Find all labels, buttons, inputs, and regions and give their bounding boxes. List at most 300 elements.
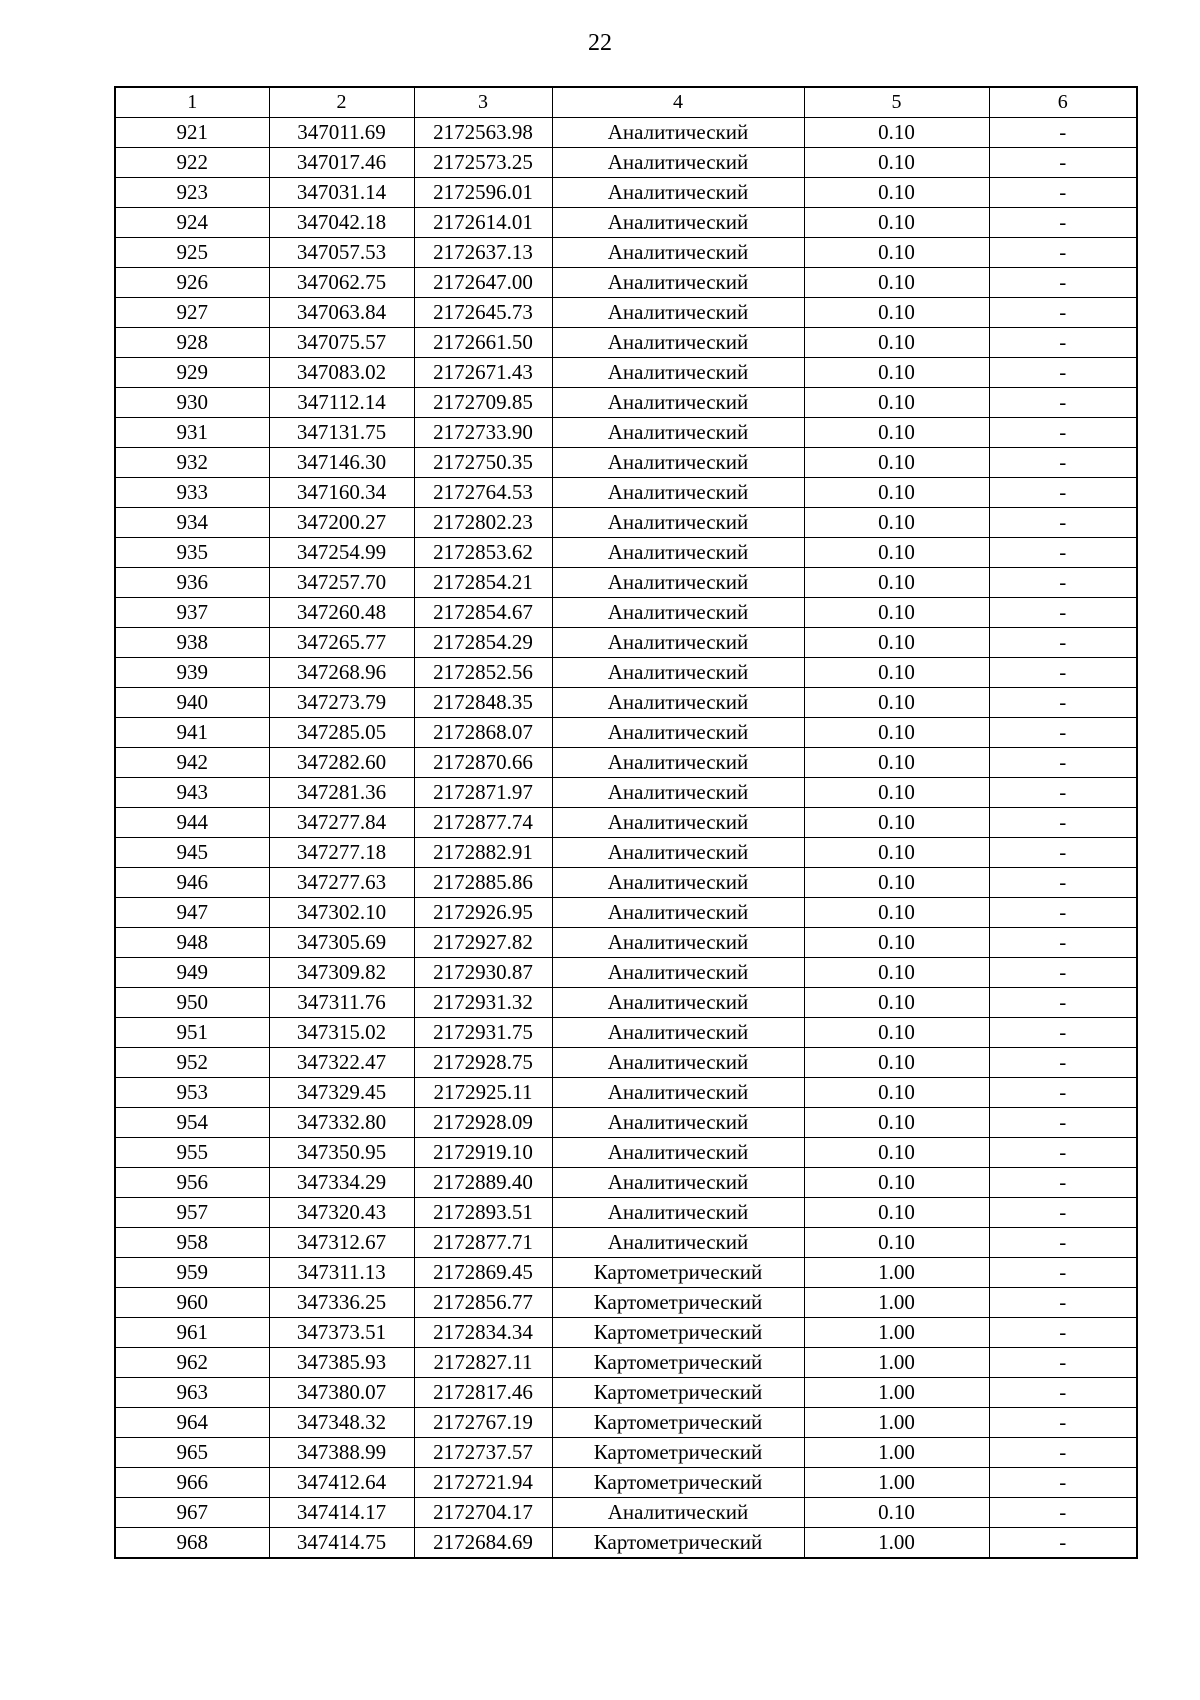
note-cell: - <box>989 958 1137 988</box>
point-number-cell: 963 <box>115 1378 269 1408</box>
y-coordinate-cell: 2172684.69 <box>414 1528 552 1559</box>
table-row <box>115 358 1137 388</box>
y-coordinate-cell: 2172645.73 <box>414 298 552 328</box>
method-cell: Картометрический <box>552 1348 804 1378</box>
table-row <box>115 838 1137 868</box>
x-coordinate-cell: 347063.84 <box>269 298 414 328</box>
accuracy-cell: 0.10 <box>804 358 989 388</box>
method-cell: Аналитический <box>552 628 804 658</box>
note-cell: - <box>989 988 1137 1018</box>
table-row <box>115 238 1137 268</box>
x-coordinate-cell: 347281.36 <box>269 778 414 808</box>
x-coordinate-cell: 347350.95 <box>269 1138 414 1168</box>
note-cell: - <box>989 1378 1137 1408</box>
note-cell: - <box>989 388 1137 418</box>
note-cell: - <box>989 658 1137 688</box>
point-number-cell: 934 <box>115 508 269 538</box>
table-row <box>115 268 1137 298</box>
table-body <box>115 118 1137 1559</box>
table-row <box>115 1048 1137 1078</box>
column-header: 5 <box>804 87 989 118</box>
accuracy-cell: 0.10 <box>804 958 989 988</box>
point-number-cell: 930 <box>115 388 269 418</box>
x-coordinate-cell: 347334.29 <box>269 1168 414 1198</box>
method-cell: Аналитический <box>552 268 804 298</box>
accuracy-cell: 0.10 <box>804 688 989 718</box>
column-header: 4 <box>552 87 804 118</box>
table-row <box>115 208 1137 238</box>
x-coordinate-cell: 347336.25 <box>269 1288 414 1318</box>
y-coordinate-cell: 2172882.91 <box>414 838 552 868</box>
accuracy-cell: 0.10 <box>804 658 989 688</box>
accuracy-cell: 0.10 <box>804 928 989 958</box>
note-cell: - <box>989 1228 1137 1258</box>
y-coordinate-cell: 2172931.32 <box>414 988 552 1018</box>
method-cell: Аналитический <box>552 838 804 868</box>
point-number-cell: 956 <box>115 1168 269 1198</box>
accuracy-cell: 0.10 <box>804 598 989 628</box>
x-coordinate-cell: 347322.47 <box>269 1048 414 1078</box>
y-coordinate-cell: 2172671.43 <box>414 358 552 388</box>
y-coordinate-cell: 2172767.19 <box>414 1408 552 1438</box>
point-number-cell: 927 <box>115 298 269 328</box>
note-cell: - <box>989 538 1137 568</box>
x-coordinate-cell: 347273.79 <box>269 688 414 718</box>
y-coordinate-cell: 2172856.77 <box>414 1288 552 1318</box>
point-number-cell: 924 <box>115 208 269 238</box>
table-row <box>115 1198 1137 1228</box>
method-cell: Аналитический <box>552 1138 804 1168</box>
x-coordinate-cell: 347380.07 <box>269 1378 414 1408</box>
table-row <box>115 1348 1137 1378</box>
accuracy-cell: 1.00 <box>804 1528 989 1559</box>
accuracy-cell: 0.10 <box>804 118 989 148</box>
point-number-cell: 962 <box>115 1348 269 1378</box>
method-cell: Аналитический <box>552 598 804 628</box>
y-coordinate-cell: 2172852.56 <box>414 658 552 688</box>
point-number-cell: 935 <box>115 538 269 568</box>
point-number-cell: 968 <box>115 1528 269 1559</box>
y-coordinate-cell: 2172854.21 <box>414 568 552 598</box>
method-cell: Картометрический <box>552 1438 804 1468</box>
method-cell: Аналитический <box>552 748 804 778</box>
y-coordinate-cell: 2172925.11 <box>414 1078 552 1108</box>
y-coordinate-cell: 2172931.75 <box>414 1018 552 1048</box>
y-coordinate-cell: 2172893.51 <box>414 1198 552 1228</box>
accuracy-cell: 1.00 <box>804 1378 989 1408</box>
accuracy-cell: 0.10 <box>804 1138 989 1168</box>
table-row <box>115 1468 1137 1498</box>
accuracy-cell: 0.10 <box>804 808 989 838</box>
x-coordinate-cell: 347302.10 <box>269 898 414 928</box>
accuracy-cell: 0.10 <box>804 718 989 748</box>
note-cell: - <box>989 808 1137 838</box>
note-cell: - <box>989 1498 1137 1528</box>
y-coordinate-cell: 2172930.87 <box>414 958 552 988</box>
point-number-cell: 965 <box>115 1438 269 1468</box>
accuracy-cell: 1.00 <box>804 1288 989 1318</box>
table-row <box>115 868 1137 898</box>
point-number-cell: 946 <box>115 868 269 898</box>
method-cell: Аналитический <box>552 928 804 958</box>
note-cell: - <box>989 778 1137 808</box>
method-cell: Картометрический <box>552 1288 804 1318</box>
method-cell: Аналитический <box>552 988 804 1018</box>
y-coordinate-cell: 2172885.86 <box>414 868 552 898</box>
method-cell: Аналитический <box>552 1498 804 1528</box>
accuracy-cell: 0.10 <box>804 838 989 868</box>
note-cell: - <box>989 418 1137 448</box>
table-row <box>115 298 1137 328</box>
accuracy-cell: 1.00 <box>804 1318 989 1348</box>
point-number-cell: 960 <box>115 1288 269 1318</box>
table-row <box>115 478 1137 508</box>
point-number-cell: 952 <box>115 1048 269 1078</box>
y-coordinate-cell: 2172927.82 <box>414 928 552 958</box>
table-row <box>115 748 1137 778</box>
x-coordinate-cell: 347315.02 <box>269 1018 414 1048</box>
y-coordinate-cell: 2172868.07 <box>414 718 552 748</box>
point-number-cell: 940 <box>115 688 269 718</box>
method-cell: Картометрический <box>552 1528 804 1559</box>
accuracy-cell: 0.10 <box>804 1078 989 1108</box>
note-cell: - <box>989 1468 1137 1498</box>
method-cell: Аналитический <box>552 388 804 418</box>
x-coordinate-cell: 347075.57 <box>269 328 414 358</box>
x-coordinate-cell: 347268.96 <box>269 658 414 688</box>
point-number-cell: 922 <box>115 148 269 178</box>
table-row <box>115 508 1137 538</box>
note-cell: - <box>989 1078 1137 1108</box>
point-number-cell: 939 <box>115 658 269 688</box>
method-cell: Аналитический <box>552 1108 804 1138</box>
y-coordinate-cell: 2172854.67 <box>414 598 552 628</box>
method-cell: Аналитический <box>552 448 804 478</box>
accuracy-cell: 1.00 <box>804 1408 989 1438</box>
note-cell: - <box>989 568 1137 598</box>
point-number-cell: 943 <box>115 778 269 808</box>
note-cell: - <box>989 478 1137 508</box>
y-coordinate-cell: 2172889.40 <box>414 1168 552 1198</box>
x-coordinate-cell: 347031.14 <box>269 178 414 208</box>
y-coordinate-cell: 2172573.25 <box>414 148 552 178</box>
x-coordinate-cell: 347112.14 <box>269 388 414 418</box>
note-cell: - <box>989 1528 1137 1559</box>
accuracy-cell: 0.10 <box>804 1108 989 1138</box>
x-coordinate-cell: 347057.53 <box>269 238 414 268</box>
y-coordinate-cell: 2172928.09 <box>414 1108 552 1138</box>
note-cell: - <box>989 358 1137 388</box>
table-row <box>115 1108 1137 1138</box>
accuracy-cell: 0.10 <box>804 1198 989 1228</box>
x-coordinate-cell: 347282.60 <box>269 748 414 778</box>
y-coordinate-cell: 2172733.90 <box>414 418 552 448</box>
x-coordinate-cell: 347414.17 <box>269 1498 414 1528</box>
point-number-cell: 959 <box>115 1258 269 1288</box>
method-cell: Аналитический <box>552 208 804 238</box>
point-number-cell: 953 <box>115 1078 269 1108</box>
y-coordinate-cell: 2172869.45 <box>414 1258 552 1288</box>
method-cell: Аналитический <box>552 958 804 988</box>
table-row <box>115 598 1137 628</box>
x-coordinate-cell: 347309.82 <box>269 958 414 988</box>
y-coordinate-cell: 2172877.71 <box>414 1228 552 1258</box>
method-cell: Аналитический <box>552 178 804 208</box>
method-cell: Аналитический <box>552 1078 804 1108</box>
table-row <box>115 1378 1137 1408</box>
table-row <box>115 118 1137 148</box>
method-cell: Аналитический <box>552 148 804 178</box>
method-cell: Аналитический <box>552 418 804 448</box>
header-row <box>115 87 1137 118</box>
note-cell: - <box>989 688 1137 718</box>
point-number-cell: 944 <box>115 808 269 838</box>
x-coordinate-cell: 347254.99 <box>269 538 414 568</box>
note-cell: - <box>989 148 1137 178</box>
x-coordinate-cell: 347277.84 <box>269 808 414 838</box>
table-row <box>115 1138 1137 1168</box>
accuracy-cell: 0.10 <box>804 448 989 478</box>
coordinates-table <box>114 86 1138 1559</box>
column-header: 1 <box>115 87 269 118</box>
table-row <box>115 1078 1137 1108</box>
method-cell: Аналитический <box>552 688 804 718</box>
table-row <box>115 148 1137 178</box>
table-row <box>115 388 1137 418</box>
x-coordinate-cell: 347131.75 <box>269 418 414 448</box>
table-row <box>115 418 1137 448</box>
accuracy-cell: 0.10 <box>804 148 989 178</box>
method-cell: Аналитический <box>552 868 804 898</box>
table-row <box>115 1528 1137 1559</box>
page-number: 22 <box>588 30 612 56</box>
note-cell: - <box>989 328 1137 358</box>
y-coordinate-cell: 2172764.53 <box>414 478 552 508</box>
method-cell: Аналитический <box>552 1048 804 1078</box>
note-cell: - <box>989 1138 1137 1168</box>
method-cell: Аналитический <box>552 1228 804 1258</box>
note-cell: - <box>989 868 1137 898</box>
point-number-cell: 921 <box>115 118 269 148</box>
method-cell: Аналитический <box>552 328 804 358</box>
x-coordinate-cell: 347277.18 <box>269 838 414 868</box>
point-number-cell: 958 <box>115 1228 269 1258</box>
accuracy-cell: 0.10 <box>804 208 989 238</box>
accuracy-cell: 0.10 <box>804 1168 989 1198</box>
method-cell: Аналитический <box>552 478 804 508</box>
x-coordinate-cell: 347320.43 <box>269 1198 414 1228</box>
accuracy-cell: 0.10 <box>804 628 989 658</box>
point-number-cell: 942 <box>115 748 269 778</box>
method-cell: Аналитический <box>552 778 804 808</box>
x-coordinate-cell: 347083.02 <box>269 358 414 388</box>
y-coordinate-cell: 2172647.00 <box>414 268 552 298</box>
note-cell: - <box>989 1258 1137 1288</box>
y-coordinate-cell: 2172750.35 <box>414 448 552 478</box>
point-number-cell: 947 <box>115 898 269 928</box>
method-cell: Картометрический <box>552 1408 804 1438</box>
accuracy-cell: 0.10 <box>804 268 989 298</box>
accuracy-cell: 0.10 <box>804 778 989 808</box>
method-cell: Картометрический <box>552 1258 804 1288</box>
x-coordinate-cell: 347414.75 <box>269 1528 414 1559</box>
y-coordinate-cell: 2172871.97 <box>414 778 552 808</box>
table-row <box>115 928 1137 958</box>
note-cell: - <box>989 298 1137 328</box>
note-cell: - <box>989 268 1137 298</box>
x-coordinate-cell: 347017.46 <box>269 148 414 178</box>
note-cell: - <box>989 1018 1137 1048</box>
x-coordinate-cell: 347332.80 <box>269 1108 414 1138</box>
note-cell: - <box>989 928 1137 958</box>
note-cell: - <box>989 118 1137 148</box>
x-coordinate-cell: 347062.75 <box>269 268 414 298</box>
accuracy-cell: 0.10 <box>804 328 989 358</box>
method-cell: Аналитический <box>552 1198 804 1228</box>
accuracy-cell: 0.10 <box>804 748 989 778</box>
x-coordinate-cell: 347265.77 <box>269 628 414 658</box>
note-cell: - <box>989 1288 1137 1318</box>
accuracy-cell: 0.10 <box>804 988 989 1018</box>
x-coordinate-cell: 347011.69 <box>269 118 414 148</box>
table-row <box>115 958 1137 988</box>
accuracy-cell: 0.10 <box>804 298 989 328</box>
method-cell: Аналитический <box>552 238 804 268</box>
point-number-cell: 932 <box>115 448 269 478</box>
y-coordinate-cell: 2172737.57 <box>414 1438 552 1468</box>
point-number-cell: 964 <box>115 1408 269 1438</box>
method-cell: Аналитический <box>552 358 804 388</box>
point-number-cell: 966 <box>115 1468 269 1498</box>
table-row <box>115 628 1137 658</box>
x-coordinate-cell: 347329.45 <box>269 1078 414 1108</box>
point-number-cell: 941 <box>115 718 269 748</box>
accuracy-cell: 0.10 <box>804 418 989 448</box>
y-coordinate-cell: 2172802.23 <box>414 508 552 538</box>
point-number-cell: 931 <box>115 418 269 448</box>
table-row <box>115 1258 1137 1288</box>
y-coordinate-cell: 2172848.35 <box>414 688 552 718</box>
method-cell: Картометрический <box>552 1468 804 1498</box>
note-cell: - <box>989 508 1137 538</box>
table-row <box>115 1018 1137 1048</box>
note-cell: - <box>989 238 1137 268</box>
table-row <box>115 448 1137 478</box>
accuracy-cell: 0.10 <box>804 1498 989 1528</box>
table-row <box>115 778 1137 808</box>
x-coordinate-cell: 347146.30 <box>269 448 414 478</box>
y-coordinate-cell: 2172854.29 <box>414 628 552 658</box>
accuracy-cell: 1.00 <box>804 1258 989 1288</box>
point-number-cell: 961 <box>115 1318 269 1348</box>
y-coordinate-cell: 2172827.11 <box>414 1348 552 1378</box>
table-row <box>115 898 1137 928</box>
table-row <box>115 1438 1137 1468</box>
accuracy-cell: 0.10 <box>804 898 989 928</box>
accuracy-cell: 0.10 <box>804 388 989 418</box>
note-cell: - <box>989 448 1137 478</box>
column-header: 2 <box>269 87 414 118</box>
table-row <box>115 1318 1137 1348</box>
accuracy-cell: 0.10 <box>804 1228 989 1258</box>
table-row <box>115 808 1137 838</box>
point-number-cell: 938 <box>115 628 269 658</box>
note-cell: - <box>989 1318 1137 1348</box>
accuracy-cell: 0.10 <box>804 1018 989 1048</box>
point-number-cell: 954 <box>115 1108 269 1138</box>
point-number-cell: 936 <box>115 568 269 598</box>
x-coordinate-cell: 347285.05 <box>269 718 414 748</box>
point-number-cell: 923 <box>115 178 269 208</box>
note-cell: - <box>989 1198 1137 1228</box>
accuracy-cell: 0.10 <box>804 178 989 208</box>
y-coordinate-cell: 2172877.74 <box>414 808 552 838</box>
y-coordinate-cell: 2172614.01 <box>414 208 552 238</box>
y-coordinate-cell: 2172563.98 <box>414 118 552 148</box>
table-row <box>115 1228 1137 1258</box>
note-cell: - <box>989 178 1137 208</box>
accuracy-cell: 0.10 <box>804 538 989 568</box>
x-coordinate-cell: 347277.63 <box>269 868 414 898</box>
x-coordinate-cell: 347257.70 <box>269 568 414 598</box>
note-cell: - <box>989 748 1137 778</box>
y-coordinate-cell: 2172853.62 <box>414 538 552 568</box>
accuracy-cell: 0.10 <box>804 478 989 508</box>
point-number-cell: 937 <box>115 598 269 628</box>
x-coordinate-cell: 347311.13 <box>269 1258 414 1288</box>
accuracy-cell: 0.10 <box>804 568 989 598</box>
y-coordinate-cell: 2172928.75 <box>414 1048 552 1078</box>
x-coordinate-cell: 347311.76 <box>269 988 414 1018</box>
y-coordinate-cell: 2172704.17 <box>414 1498 552 1528</box>
x-coordinate-cell: 347348.32 <box>269 1408 414 1438</box>
point-number-cell: 928 <box>115 328 269 358</box>
method-cell: Аналитический <box>552 898 804 928</box>
table-row <box>115 658 1137 688</box>
point-number-cell: 929 <box>115 358 269 388</box>
x-coordinate-cell: 347160.34 <box>269 478 414 508</box>
y-coordinate-cell: 2172596.01 <box>414 178 552 208</box>
x-coordinate-cell: 347373.51 <box>269 1318 414 1348</box>
method-cell: Картометрический <box>552 1378 804 1408</box>
y-coordinate-cell: 2172870.66 <box>414 748 552 778</box>
table-row <box>115 538 1137 568</box>
point-number-cell: 951 <box>115 1018 269 1048</box>
x-coordinate-cell: 347042.18 <box>269 208 414 238</box>
note-cell: - <box>989 1348 1137 1378</box>
table-row <box>115 1288 1137 1318</box>
accuracy-cell: 0.10 <box>804 508 989 538</box>
table-row <box>115 178 1137 208</box>
method-cell: Аналитический <box>552 118 804 148</box>
table-row <box>115 688 1137 718</box>
point-number-cell: 949 <box>115 958 269 988</box>
table-row <box>115 988 1137 1018</box>
accuracy-cell: 1.00 <box>804 1468 989 1498</box>
note-cell: - <box>989 1168 1137 1198</box>
method-cell: Аналитический <box>552 568 804 598</box>
y-coordinate-cell: 2172926.95 <box>414 898 552 928</box>
method-cell: Аналитический <box>552 658 804 688</box>
y-coordinate-cell: 2172834.34 <box>414 1318 552 1348</box>
note-cell: - <box>989 718 1137 748</box>
x-coordinate-cell: 347260.48 <box>269 598 414 628</box>
note-cell: - <box>989 898 1137 928</box>
accuracy-cell: 1.00 <box>804 1438 989 1468</box>
accuracy-cell: 0.10 <box>804 868 989 898</box>
method-cell: Аналитический <box>552 298 804 328</box>
y-coordinate-cell: 2172637.13 <box>414 238 552 268</box>
